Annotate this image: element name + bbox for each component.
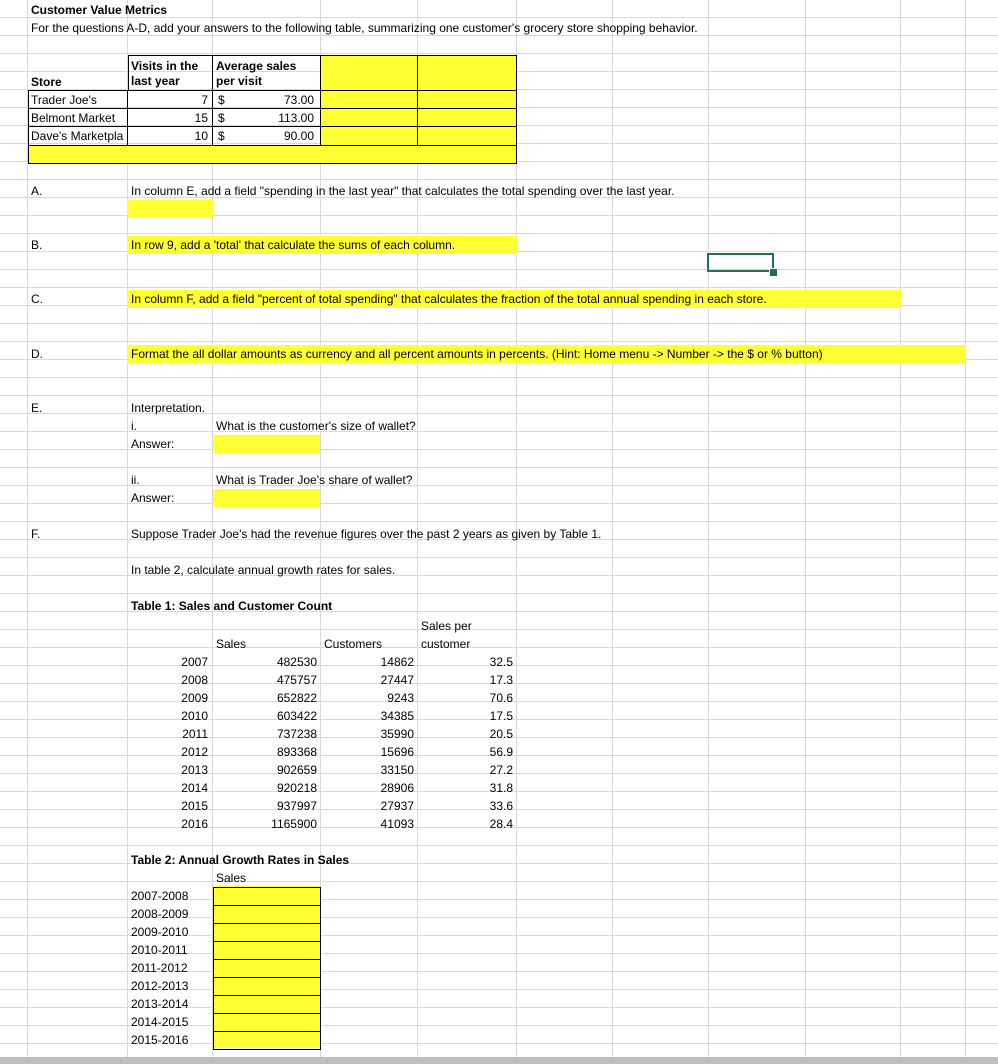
table1-sales[interactable]: 603422 — [276, 709, 317, 723]
table2-period[interactable]: 2010-2011 — [131, 943, 188, 957]
table1-col-spc-1: Sales per — [421, 619, 472, 633]
table1-col-customers: Customers — [324, 637, 383, 651]
currency-symbol: $ — [218, 129, 225, 143]
table1-customers[interactable]: 27937 — [380, 799, 414, 813]
col-avg-header-2: per visit — [216, 74, 263, 88]
question-c-text: In column F, add a field "percent of total spending" that calculates the fraction of the total annual spending in each store. — [131, 292, 767, 306]
table1-customers[interactable]: 34385 — [380, 709, 414, 723]
table1-col-sales: Sales — [216, 637, 247, 651]
sub-question-i-text: What is the customer's size of wallet? — [216, 419, 416, 433]
table2-growth-cell[interactable] — [213, 995, 321, 1014]
table1-customers[interactable]: 27447 — [380, 673, 414, 687]
table2-period[interactable]: 2011-2012 — [131, 961, 188, 975]
table1-customers[interactable]: 41093 — [380, 817, 414, 831]
visits-value[interactable]: 7 — [201, 93, 208, 107]
table1-sales[interactable]: 652822 — [276, 691, 317, 705]
table1-sales-per-customer[interactable]: 17.3 — [489, 673, 513, 687]
table2-growth-cell[interactable] — [213, 941, 321, 960]
avg-sales-value[interactable]: 113.00 — [278, 111, 314, 125]
question-a-text: In column E, add a field "spending in the last year" that calculates the total spending over the last year. — [131, 184, 675, 198]
answer-label-1: Answer: — [131, 437, 175, 451]
col-visits-header-2: last year — [131, 74, 180, 88]
instructions: For the questions A-D, add your answers to the following table, summarizing one customer's grocery store shopping behavior. — [31, 21, 698, 35]
avg-sales-value[interactable]: 90.00 — [283, 129, 314, 143]
question-d-label: D. — [31, 347, 43, 361]
question-b-label: B. — [31, 238, 43, 252]
store-name[interactable]: Dave's Marketpla — [31, 129, 124, 143]
interpretation-label: Interpretation. — [131, 401, 206, 415]
table1-year[interactable]: 2007 — [181, 655, 208, 669]
sub-question-ii-text: What is Trader Joe's share of wallet? — [216, 473, 413, 487]
table2-period[interactable]: 2008-2009 — [131, 907, 189, 921]
table2-growth-cell[interactable] — [213, 887, 321, 906]
table1-year[interactable]: 2014 — [181, 781, 208, 795]
visits-value[interactable]: 15 — [194, 111, 208, 125]
table1-sales-per-customer[interactable]: 56.9 — [489, 745, 513, 759]
table2-period[interactable]: 2007-2008 — [131, 889, 189, 903]
table2-growth-cell[interactable] — [213, 1031, 321, 1050]
table2-period[interactable]: 2014-2015 — [131, 1015, 189, 1029]
table1-sales[interactable]: 475757 — [276, 673, 317, 687]
answer-e-i-cell[interactable] — [213, 435, 320, 453]
table1-year[interactable]: 2011 — [182, 727, 208, 741]
table1-year[interactable]: 2010 — [181, 709, 208, 723]
table2-growth-cell[interactable] — [213, 905, 321, 924]
currency-symbol: $ — [218, 93, 225, 107]
table2-col-sales: Sales — [216, 871, 247, 885]
currency-symbol: $ — [218, 111, 225, 125]
table1-sales[interactable]: 1165900 — [271, 817, 317, 831]
table1-sales-per-customer[interactable]: 28.4 — [489, 817, 513, 831]
table1-year[interactable]: 2015 — [181, 799, 208, 813]
table2-period[interactable]: 2013-2014 — [131, 997, 189, 1011]
total-row-box[interactable] — [28, 145, 517, 164]
table1-customers[interactable]: 28906 — [380, 781, 414, 795]
table2-growth-cell[interactable] — [213, 959, 321, 978]
question-c-label: C. — [31, 292, 43, 306]
avg-sales-value[interactable]: 73.00 — [283, 93, 314, 107]
store-name[interactable]: Trader Joe's — [31, 93, 97, 107]
table1-sales-per-customer[interactable]: 32.5 — [489, 655, 513, 669]
table1-customers[interactable]: 9243 — [387, 691, 414, 705]
table1-sales-per-customer[interactable]: 27.2 — [489, 763, 513, 777]
table1-sales-per-customer[interactable]: 17.5 — [489, 709, 513, 723]
table1-sales[interactable]: 893368 — [276, 745, 317, 759]
table1-year[interactable]: 2016 — [181, 817, 208, 831]
col-avg-header-1: Average sales — [216, 59, 297, 73]
fill-handle[interactable] — [769, 268, 778, 277]
table2-period[interactable]: 2009-2010 — [131, 925, 189, 939]
table1-sales-per-customer[interactable]: 31.8 — [489, 781, 513, 795]
question-f-text: Suppose Trader Joe's had the revenue figures over the past 2 years as given by Table 1. — [131, 527, 602, 541]
sheet-title: Customer Value Metrics — [31, 3, 168, 17]
table1-year[interactable]: 2009 — [181, 691, 208, 705]
table2-growth-cell[interactable] — [213, 923, 321, 942]
table1-col-spc-2: customer — [421, 637, 471, 651]
table1-sales[interactable]: 902659 — [276, 763, 317, 777]
table1-year[interactable]: 2012 — [181, 745, 208, 759]
question-a-label: A. — [31, 184, 43, 198]
question-f-label: F. — [31, 527, 41, 541]
col-store-header: Store — [31, 75, 62, 89]
table1-sales-per-customer[interactable]: 20.5 — [489, 727, 513, 741]
table2-period[interactable]: 2012-2013 — [131, 979, 189, 993]
horizontal-scrollbar[interactable] — [0, 1057, 998, 1064]
sub-question-ii-label: ii. — [131, 473, 140, 487]
question-b-text: In row 9, add a 'total' that calculate the sums of each column. — [131, 238, 456, 252]
table1-sales[interactable]: 920218 — [276, 781, 317, 795]
table1-sales[interactable]: 482530 — [276, 655, 317, 669]
table1-sales[interactable]: 937997 — [276, 799, 317, 813]
table1-year[interactable]: 2008 — [181, 673, 208, 687]
answer-e-ii-cell[interactable] — [213, 489, 320, 507]
question-e-label: E. — [31, 401, 43, 415]
answer-a-cell[interactable] — [127, 200, 213, 218]
sub-question-i-label: i. — [131, 419, 137, 433]
active-cell-selection[interactable] — [707, 253, 774, 272]
table1-customers[interactable]: 15696 — [380, 745, 414, 759]
table2-title: Table 2: Annual Growth Rates in Sales — [131, 853, 350, 867]
table1-sales-per-customer[interactable]: 70.6 — [489, 691, 513, 705]
store-name[interactable]: Belmont Market — [31, 111, 116, 125]
answer-label-2: Answer: — [131, 491, 175, 505]
table1-customers[interactable]: 14862 — [380, 655, 414, 669]
table1-year[interactable]: 2013 — [181, 763, 208, 777]
table1-sales[interactable]: 737238 — [276, 727, 317, 741]
visits-value[interactable]: 10 — [194, 129, 208, 143]
table2-period[interactable]: 2015-2016 — [131, 1033, 189, 1047]
table1-sales-per-customer[interactable]: 33.6 — [489, 799, 513, 813]
table2-growth-cell[interactable] — [213, 1013, 321, 1032]
table1-title: Table 1: Sales and Customer Count — [131, 599, 333, 613]
col-visits-header-1: Visits in the — [131, 59, 199, 73]
question-f-text-2: In table 2, calculate annual growth rates for sales. — [131, 563, 396, 577]
table1-customers[interactable]: 33150 — [380, 763, 414, 777]
table2-growth-cell[interactable] — [213, 977, 321, 996]
table1-customers[interactable]: 35990 — [380, 727, 414, 741]
question-d-text: Format the all dollar amounts as currency and all percent amounts in percents. (Hint: Home menu -> Number -> the $ or % button) — [131, 347, 823, 361]
